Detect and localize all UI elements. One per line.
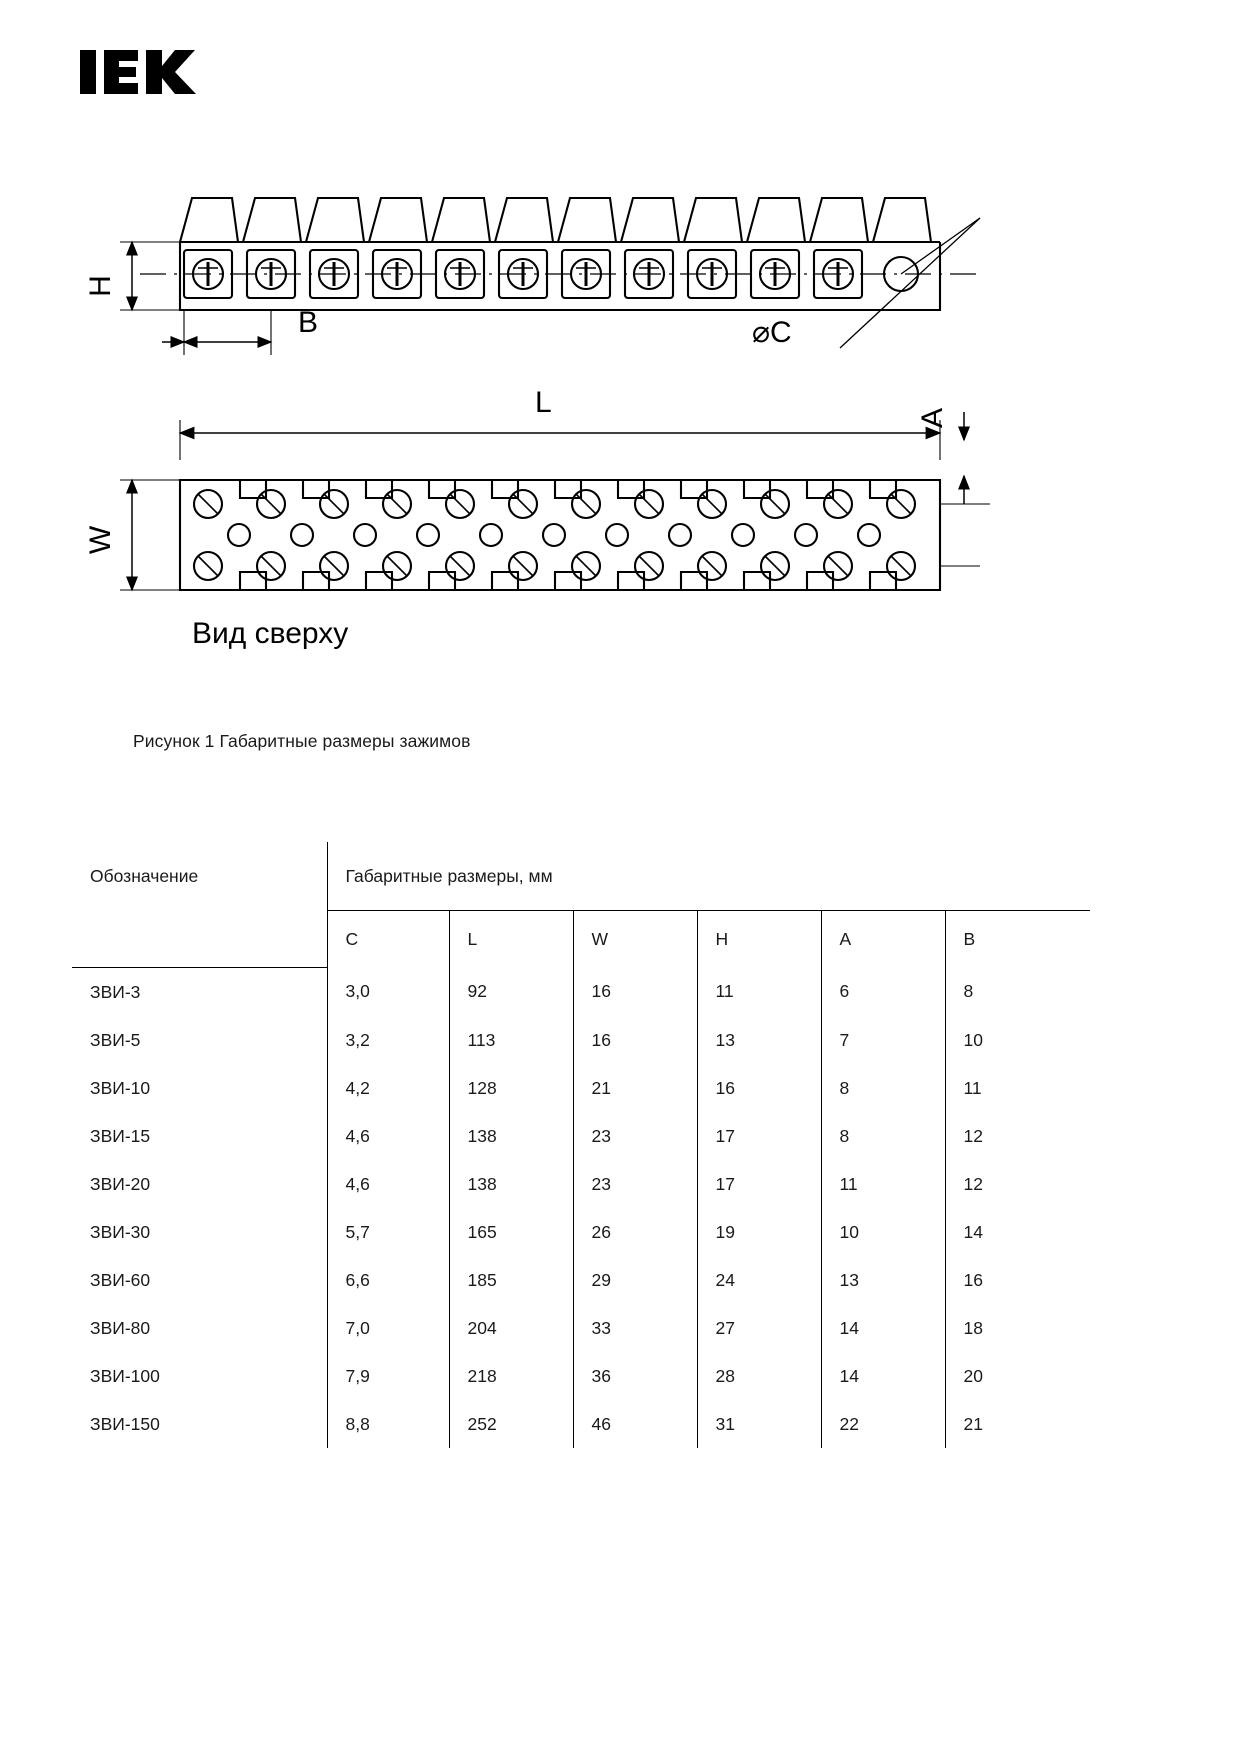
cell-w: 46 xyxy=(591,1413,611,1434)
cell-h: 11 xyxy=(715,981,734,1002)
cell-designation: ЗВИ-30 xyxy=(90,1221,151,1242)
cell-l: 185 xyxy=(467,1269,497,1290)
cell-a: 10 xyxy=(839,1221,859,1242)
cell-c: 5,7 xyxy=(345,1221,370,1242)
table-row xyxy=(72,1016,1090,1064)
cell-designation: ЗВИ-100 xyxy=(90,1365,160,1386)
cell-c: 3,2 xyxy=(345,1029,370,1050)
dimension-label-b: B xyxy=(298,306,319,339)
cell-a: 14 xyxy=(839,1365,859,1386)
cell-a: 14 xyxy=(839,1317,859,1338)
table-row xyxy=(72,967,1090,1016)
table-row xyxy=(72,1208,1090,1256)
cell-c: 6,6 xyxy=(345,1269,370,1290)
top-view-label: Вид сверху xyxy=(192,617,349,650)
cell-designation: ЗВИ-20 xyxy=(90,1173,151,1194)
cell-w: 21 xyxy=(591,1077,611,1098)
cell-c: 7,0 xyxy=(345,1317,370,1338)
cell-c: 8,8 xyxy=(345,1413,370,1434)
cell-w: 33 xyxy=(591,1317,611,1338)
cell-l: 113 xyxy=(467,1029,496,1050)
cell-designation: ЗВИ-15 xyxy=(90,1125,151,1146)
header-dimensions: Габаритные размеры, мм xyxy=(345,866,553,886)
cell-l: 204 xyxy=(467,1317,497,1338)
table-row xyxy=(72,1064,1090,1112)
cell-w: 16 xyxy=(591,1029,611,1050)
table-row xyxy=(72,1304,1090,1352)
dimension-drawing xyxy=(80,180,1150,680)
dimension-label-a: A xyxy=(916,407,949,429)
cell-b: 16 xyxy=(963,1269,983,1290)
header-designation: Обозначение xyxy=(90,866,199,886)
table-row xyxy=(72,1160,1090,1208)
dimension-label-l: L xyxy=(535,386,552,419)
cell-c: 3,0 xyxy=(345,981,370,1002)
cell-h: 24 xyxy=(715,1269,735,1290)
cell-a: 8 xyxy=(839,1125,850,1146)
cell-w: 23 xyxy=(591,1125,611,1146)
cell-w: 36 xyxy=(591,1365,611,1386)
cell-a: 13 xyxy=(839,1269,859,1290)
cell-h: 17 xyxy=(715,1125,735,1146)
cell-l: 92 xyxy=(467,981,487,1002)
cell-c: 4,6 xyxy=(345,1125,370,1146)
cell-w: 16 xyxy=(591,981,611,1002)
table-row xyxy=(72,1112,1090,1160)
cell-h: 17 xyxy=(715,1173,735,1194)
table-row xyxy=(72,1256,1090,1304)
cell-l: 128 xyxy=(467,1077,497,1098)
cell-b: 12 xyxy=(963,1173,983,1194)
cell-designation: ЗВИ-60 xyxy=(90,1269,151,1290)
cell-c: 7,9 xyxy=(345,1365,370,1386)
cell-b: 12 xyxy=(963,1125,983,1146)
cell-b: 21 xyxy=(963,1413,983,1434)
cell-a: 7 xyxy=(839,1029,850,1050)
cell-designation: ЗВИ-150 xyxy=(90,1413,160,1434)
header-col-l: L xyxy=(467,929,478,949)
header-col-h: H xyxy=(715,929,729,949)
cell-l: 138 xyxy=(467,1125,497,1146)
cell-b: 10 xyxy=(963,1029,983,1050)
cell-b: 11 xyxy=(963,1077,982,1098)
iek-logo xyxy=(78,44,198,106)
cell-a: 11 xyxy=(839,1173,858,1194)
cell-a: 6 xyxy=(839,981,850,1002)
cell-w: 23 xyxy=(591,1173,611,1194)
cell-c: 4,2 xyxy=(345,1077,370,1098)
cell-b: 20 xyxy=(963,1365,983,1386)
cell-h: 16 xyxy=(715,1077,735,1098)
cell-h: 27 xyxy=(715,1317,735,1338)
table-header-row-1 xyxy=(72,842,1090,911)
cell-h: 31 xyxy=(715,1413,735,1434)
header-col-c: C xyxy=(345,929,359,949)
dimension-label-c: ⌀C xyxy=(752,316,792,349)
cell-b: 18 xyxy=(963,1317,983,1338)
cell-designation: ЗВИ-5 xyxy=(90,1029,141,1050)
dimensions-table xyxy=(72,842,1090,1448)
figure-caption: Рисунок 1 Габаритные размеры зажимов xyxy=(133,731,471,751)
cell-h: 13 xyxy=(715,1029,735,1050)
cell-c: 4,6 xyxy=(345,1173,370,1194)
table-row xyxy=(72,1400,1090,1448)
cell-l: 252 xyxy=(467,1413,497,1434)
cell-l: 165 xyxy=(467,1221,497,1242)
header-col-b: B xyxy=(963,929,976,949)
dimension-label-h: H xyxy=(84,275,117,297)
header-col-a: A xyxy=(839,929,852,949)
cell-a: 22 xyxy=(839,1413,859,1434)
cell-a: 8 xyxy=(839,1077,850,1098)
cell-b: 8 xyxy=(963,981,974,1002)
table-row xyxy=(72,1352,1090,1400)
dimension-label-w: W xyxy=(84,525,117,555)
cell-w: 29 xyxy=(591,1269,611,1290)
cell-designation: ЗВИ-10 xyxy=(90,1077,151,1098)
cell-w: 26 xyxy=(591,1221,611,1242)
cell-designation: ЗВИ-3 xyxy=(90,981,141,1002)
cell-b: 14 xyxy=(963,1221,983,1242)
cell-h: 28 xyxy=(715,1365,735,1386)
header-col-w: W xyxy=(591,929,609,949)
cell-designation: ЗВИ-80 xyxy=(90,1317,151,1338)
cell-l: 218 xyxy=(467,1365,497,1386)
cell-l: 138 xyxy=(467,1173,497,1194)
cell-h: 19 xyxy=(715,1221,735,1242)
